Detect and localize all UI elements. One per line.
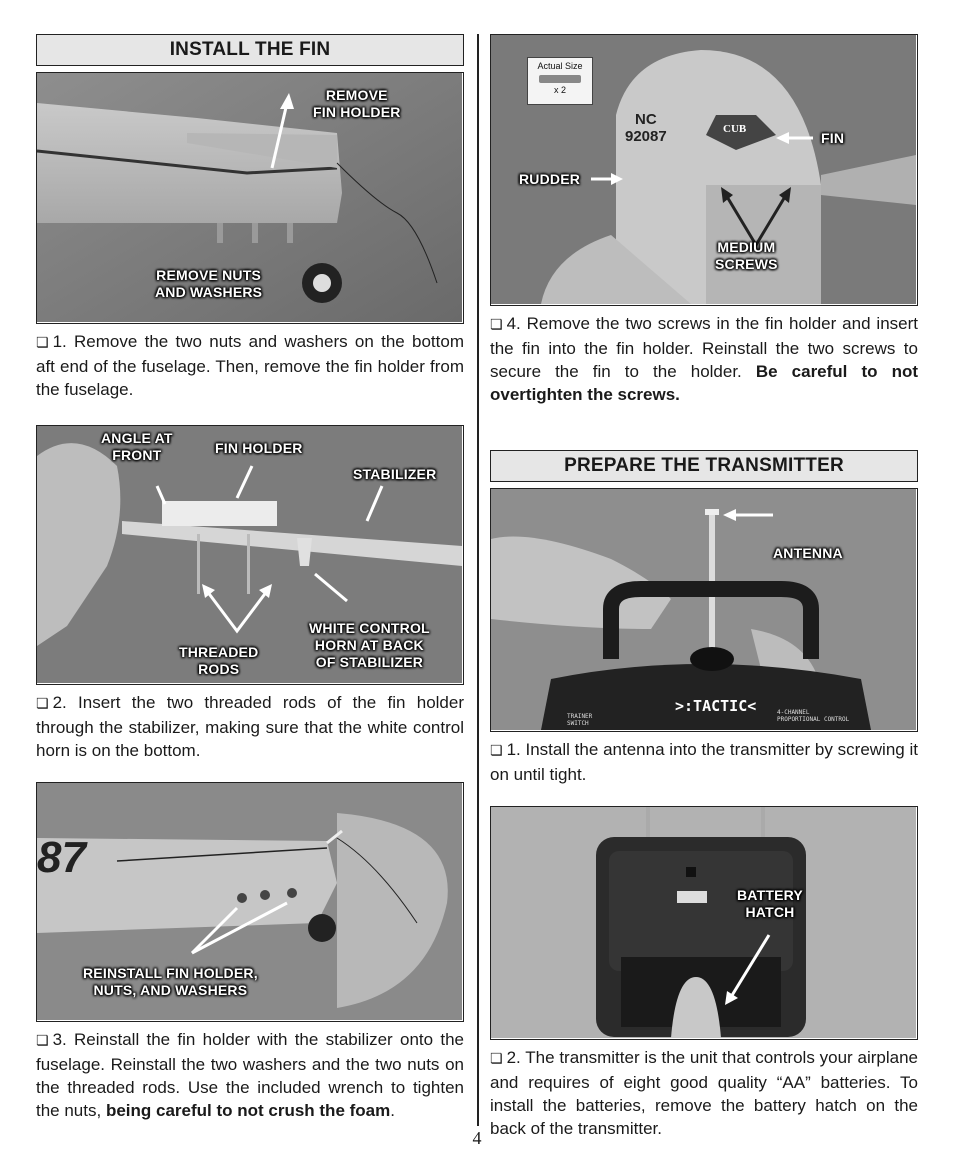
step-fin-3: ❏ 3. Reinstall the fin holder with the stabilizer onto the fuselage. Reinstall the two washers and the two nuts on the threaded rods. Use the included wrench to tighten the nuts, being careful to not crush the foam.: [36, 1030, 464, 1120]
step-transmitter-1: ❏ 1. Install the antenna into the transmitter by screwing it on until tight.: [490, 740, 918, 784]
checkbox-transmitter-1[interactable]: ❏: [490, 743, 503, 759]
checkbox-fin-3[interactable]: ❏: [36, 1033, 49, 1049]
step-fin-2: ❏ 2. Insert the two threaded rods of the fin holder through the stabilizer, making sure that the white control horn is on the bottom.: [36, 693, 464, 760]
photo-battery-hatch-image: [491, 807, 916, 1038]
callout-medium-screws: MEDIUM SCREWS: [715, 239, 778, 272]
callout-stabilizer: STABILIZER: [353, 466, 437, 482]
section-title-prepare-transmitter: PREPARE THE TRANSMITTER: [490, 450, 918, 482]
step-fin-4: ❏ 4. Remove the two screws in the fin holder and insert the fin into the fin holder. Reinstall the two screws to secure the fin to the holder. Be careful to not overtighten the screws.: [490, 314, 919, 404]
checkbox-fin-4[interactable]: ❏: [490, 317, 503, 333]
column-divider: [477, 34, 479, 1126]
right-column: [490, 34, 918, 1140]
callout-control-horn: WHITE CONTROL HORN AT BACK OF STABILIZER: [309, 620, 430, 670]
photo-remove-fin-holder: [36, 72, 464, 324]
photo-install-antenna: [490, 488, 918, 732]
step-fin-1: ❏ 1. Remove the two nuts and washers on the bottom aft end of the fuselage. Then, remove the fin holder from the fuselage.: [36, 332, 464, 399]
cub-logo: CUB: [723, 123, 747, 135]
trainer-switch-label: TRAINER SWITCH: [567, 713, 593, 727]
photo-install-antenna-image: [491, 489, 916, 730]
callout-fin: FIN: [821, 130, 845, 146]
callout-rudder: RUDDER: [519, 171, 581, 187]
step-transmitter-2: ❏ 2. The transmitter is the unit that controls your airplane and requires of eight good quality “AA” batteries. To install the batteries, remove the battery hatch on the back of the transmitter.: [490, 1048, 918, 1138]
checkbox-transmitter-2[interactable]: ❏: [490, 1051, 503, 1067]
callout-reinstall: REINSTALL FIN HOLDER, NUTS, AND WASHERS: [83, 965, 258, 998]
left-column: [36, 34, 464, 1122]
callout-threaded-rods: THREADED RODS: [179, 644, 259, 677]
section-title-install-fin: INSTALL THE FIN: [36, 34, 464, 66]
photo-battery-hatch: [490, 806, 918, 1040]
checkbox-fin-1[interactable]: ❏: [36, 335, 49, 351]
checkbox-fin-2[interactable]: ❏: [36, 696, 49, 712]
photo-insert-threaded-rods: [36, 425, 464, 685]
actual-size-qty: x 2: [553, 85, 566, 95]
photo-install-fin: [490, 34, 918, 306]
photo-reinstall-fin-holder: [36, 782, 464, 1022]
callout-remove-fin-holder: REMOVE FIN HOLDER: [313, 87, 401, 120]
actual-size-label: Actual Size: [537, 61, 583, 71]
screw-icon: [539, 75, 581, 83]
tactic-brand: >:TACTIC<: [675, 697, 757, 715]
tail-number: NC 92087: [625, 111, 667, 145]
channel-label: 4-CHANNEL PROPORTIONAL CONTROL: [777, 709, 850, 723]
callout-angle-front: ANGLE AT FRONT: [101, 430, 173, 463]
callout-antenna: ANTENNA: [773, 545, 843, 561]
callout-battery-hatch: BATTERY HATCH: [737, 887, 803, 920]
callout-remove-nuts: REMOVE NUTS AND WASHERS: [155, 267, 263, 300]
fuselage-number: 87: [37, 833, 86, 882]
page-number: 4: [472, 1128, 482, 1148]
callout-fin-holder: FIN HOLDER: [215, 440, 303, 456]
actual-size-box: [527, 57, 593, 105]
